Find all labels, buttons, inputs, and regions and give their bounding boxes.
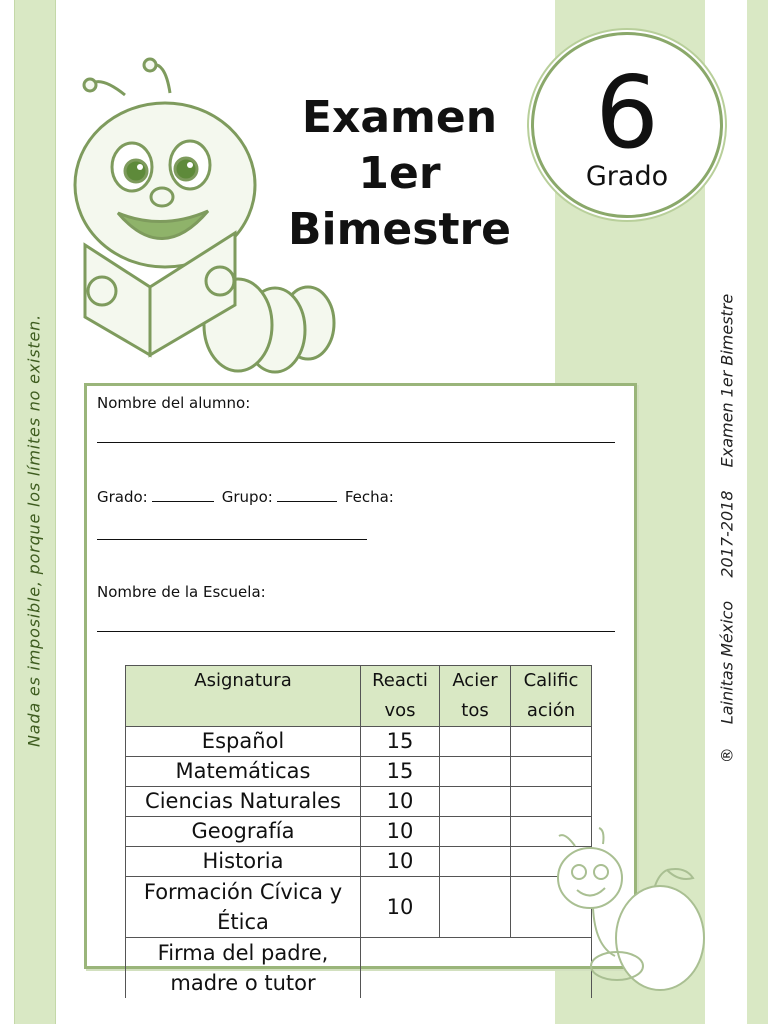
header-subject: Asignatura [126,666,361,727]
table-row [126,787,592,817]
items-cell: 10 [361,877,440,938]
exam-name: Examen 1er Bimestre [717,293,737,468]
table-row [126,757,592,787]
header-hits: Acier tos [440,666,511,727]
student-name-line[interactable] [97,442,615,443]
hits-cell[interactable] [440,847,511,877]
hits-cell[interactable] [440,727,511,757]
table-header-row [126,666,592,727]
grade-badge [531,32,723,218]
items-cell: 15 [361,727,440,757]
fecha-label: Fecha: [344,488,394,506]
table-row [126,847,592,877]
score-cell[interactable] [511,727,592,757]
side-credit-vertical [718,259,737,799]
signature-label: Firma del padre, madre o tutor [126,938,361,999]
score-cell[interactable] [511,757,592,787]
hits-cell[interactable] [440,757,511,787]
title-line-1: Examen [301,92,498,143]
fecha-line[interactable] [97,539,367,540]
grupo-label: Grupo: [221,488,273,506]
table-row [126,877,592,938]
school-name-line[interactable] [97,631,615,632]
publisher-name: Lainitas México [717,600,737,725]
table-row [126,727,592,757]
grado-label: Grado: [97,488,148,506]
subject-cell: Geografía [126,817,361,847]
school-name-label: Nombre de la Escuela: [97,583,266,601]
grado-grupo-fecha-row [97,488,394,506]
hits-cell[interactable] [440,817,511,847]
motto-vertical: Nada es imposible, porque los límites no existen. [24,314,44,747]
subject-cell: Formación Cívica y Ética [126,877,361,938]
header-score: Calific ación [511,666,592,727]
header-items: Reacti vos [361,666,440,727]
subject-cell: Matemáticas [126,757,361,787]
right-edge-strip [747,0,768,1024]
subject-cell: Historia [126,847,361,877]
table-row [126,817,592,847]
registered-mark: ® [717,747,737,764]
exam-title [262,90,537,258]
hits-cell[interactable] [440,787,511,817]
student-name-label: Nombre del alumno: [97,394,251,412]
grade-number: 6 [595,54,659,171]
title-line-3: Bimestre [287,204,512,255]
items-cell: 10 [361,817,440,847]
signature-row [126,938,592,999]
hits-cell[interactable] [440,877,511,938]
grado-line[interactable] [152,501,214,502]
items-cell: 10 [361,847,440,877]
worm-apple-illustration [555,826,705,1002]
items-cell: 15 [361,757,440,787]
score-cell[interactable] [511,787,592,817]
grupo-line[interactable] [277,501,337,502]
items-cell: 10 [361,787,440,817]
title-line-2: 1er [358,148,441,199]
grade-label: Grado [585,161,669,192]
school-year: 2017-2018 [717,490,737,578]
subject-cell: Español [126,727,361,757]
subject-cell: Ciencias Naturales [126,787,361,817]
subjects-table [125,665,592,998]
